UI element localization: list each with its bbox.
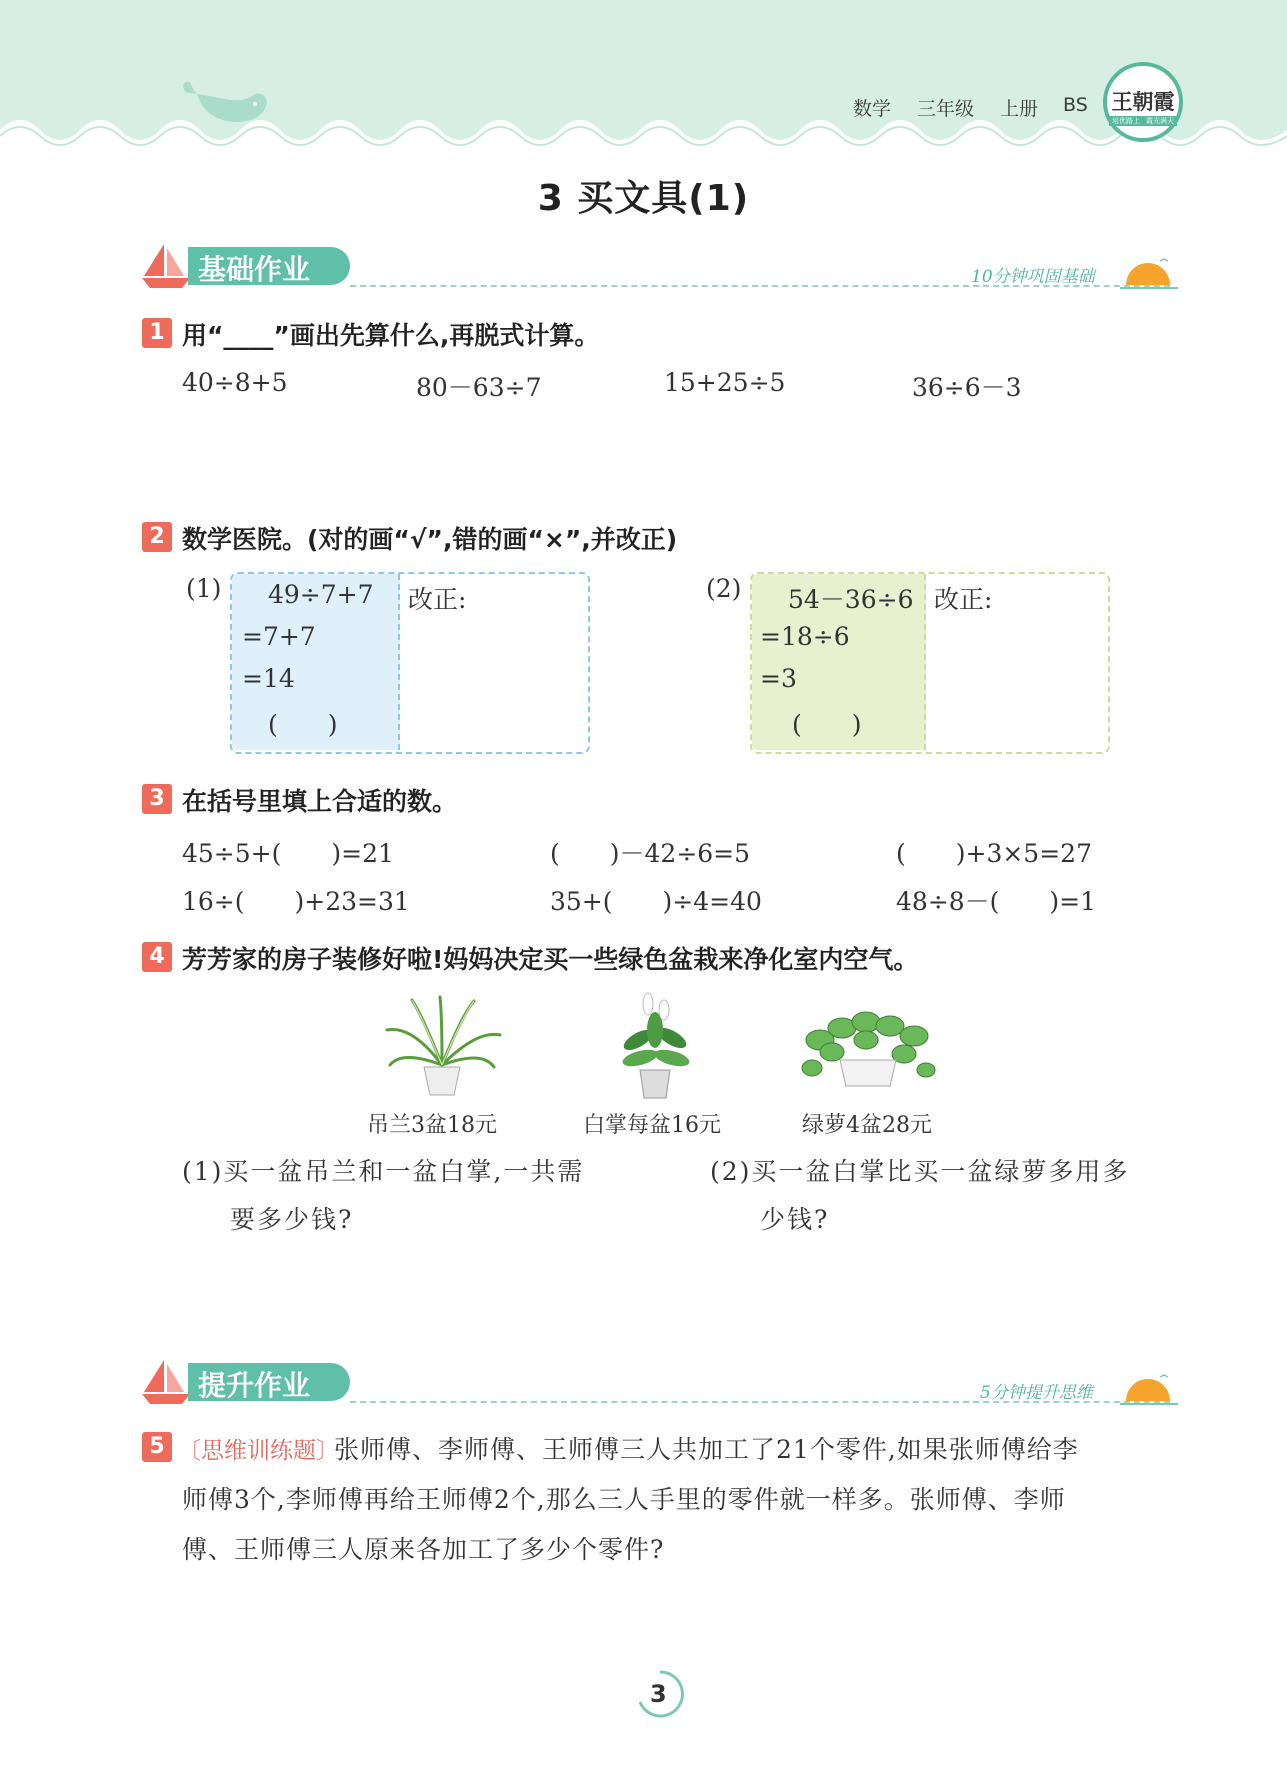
question-1-text: 用“____”画出先算什么,再脱式计算。 xyxy=(182,321,600,350)
header-subject: 数学 xyxy=(853,98,892,120)
q3-equation-6: 48÷8－( )=1 xyxy=(896,887,1097,916)
q1-expression-2: 80－63÷7 xyxy=(416,373,542,402)
q3-equation-3: ( )+3×5=27 xyxy=(896,839,1092,868)
header-volume: 上册 xyxy=(1000,98,1039,120)
section-basic-badge xyxy=(188,247,350,285)
q3-equation-4: 16÷( )+23=31 xyxy=(182,887,410,916)
section-advanced-badge xyxy=(188,1363,350,1401)
q2-item-2-judge-paren[interactable]: ( ) xyxy=(792,710,862,739)
peace-lily-image xyxy=(610,990,700,1100)
q2-item-1-line-1: 49÷7+7 xyxy=(268,580,374,609)
section-basic-label: 基础作业 xyxy=(198,253,311,286)
question-4-number: 4 xyxy=(142,942,172,972)
q2-item-1-line-3: =14 xyxy=(242,664,295,693)
q2-item-2-line-3: =3 xyxy=(760,664,797,693)
question-3-number: 3 xyxy=(142,784,172,814)
q2-item-2-label: (2) xyxy=(706,574,742,603)
sunset-icon xyxy=(1120,255,1178,293)
brand-sub-left: 培优路上 xyxy=(1109,116,1143,126)
q2-item-2-correct-label: 改正: xyxy=(934,585,993,614)
question-4-text: 芳芳家的房子装修好啦!妈妈决定买一些绿色盆栽来净化室内空气。 xyxy=(182,945,919,974)
plant-caption-peace-lily: 白掌每盆16元 xyxy=(583,1113,721,1138)
section-basic-hint: 10分钟巩固基础 xyxy=(971,267,1095,287)
q2-item-2-line-1: 54－36÷6 xyxy=(788,585,914,614)
q3-equation-1: 45÷5+( )=21 xyxy=(182,839,394,868)
plant-caption-pothos: 绿萝4盆28元 xyxy=(802,1113,932,1138)
plant-caption-spider: 吊兰3盆18元 xyxy=(367,1113,497,1138)
question-5-line-1: 张师傅、李师傅、王师傅三人共加工了21个零件,如果张师傅给李 xyxy=(334,1435,1079,1464)
brand-sub-right: 霞光满天 xyxy=(1143,116,1177,126)
page-title: 3 买文具(1) xyxy=(537,178,750,219)
q3-equation-5: 35+( )÷4=40 xyxy=(550,887,762,916)
pothos-plant-image xyxy=(800,1010,936,1100)
q2-item-1-correct-label: 改正: xyxy=(408,585,467,614)
question-5-number: 5 xyxy=(142,1432,172,1462)
question-5-tag: 〔思维训练题〕 xyxy=(178,1438,339,1464)
spider-plant-image xyxy=(382,995,502,1100)
q2-item-1-judge-paren[interactable]: ( ) xyxy=(268,710,338,739)
q3-equation-2: ( )－42÷6=5 xyxy=(550,839,751,868)
header-grade: 三年级 xyxy=(917,98,975,120)
q1-expression-3: 15+25÷5 xyxy=(664,368,786,397)
question-3-text: 在括号里填上合适的数。 xyxy=(182,787,458,816)
header-edition: BS xyxy=(1063,94,1088,116)
sunset-icon xyxy=(1120,1371,1178,1409)
whale-icon xyxy=(175,72,275,132)
q2-item-2-line-2: =18÷6 xyxy=(760,622,850,651)
section-advanced-hint: 5分钟提升思维 xyxy=(980,1383,1093,1403)
brand-logo xyxy=(1103,62,1183,142)
q4-sub-1-line-1: (1)买一盆吊兰和一盆白掌,一共需 xyxy=(182,1157,585,1186)
section-advanced-label: 提升作业 xyxy=(198,1369,311,1402)
page-number: 3 xyxy=(650,1680,667,1708)
sailboat-icon xyxy=(140,242,192,290)
brand-name: 王朝霞 xyxy=(1111,89,1175,114)
question-2-number: 2 xyxy=(142,522,172,552)
question-2-text: 数学医院。(对的画“√”,错的画“×”,并改正) xyxy=(182,525,678,554)
sailboat-icon xyxy=(140,1358,192,1406)
q4-sub-2-line-2: 少钱? xyxy=(760,1205,830,1234)
q4-sub-2-line-1: (2)买一盆白掌比买一盆绿萝多用多 xyxy=(710,1157,1130,1186)
question-1-number: 1 xyxy=(142,318,172,348)
question-5-line-3: 傅、王师傅三人原来各加工了多少个零件? xyxy=(182,1535,665,1564)
q2-item-1-line-2: =7+7 xyxy=(242,622,316,651)
q1-expression-1: 40÷8+5 xyxy=(182,368,288,397)
q1-expression-4: 36÷6－3 xyxy=(912,373,1022,402)
q4-sub-1-line-2: 要多少钱? xyxy=(230,1205,354,1234)
q2-item-1-label: (1) xyxy=(186,574,222,603)
question-5-line-2: 师傅3个,李师傅再给王师傅2个,那么三人手里的零件就一样多。张师傅、李师 xyxy=(182,1485,1066,1514)
